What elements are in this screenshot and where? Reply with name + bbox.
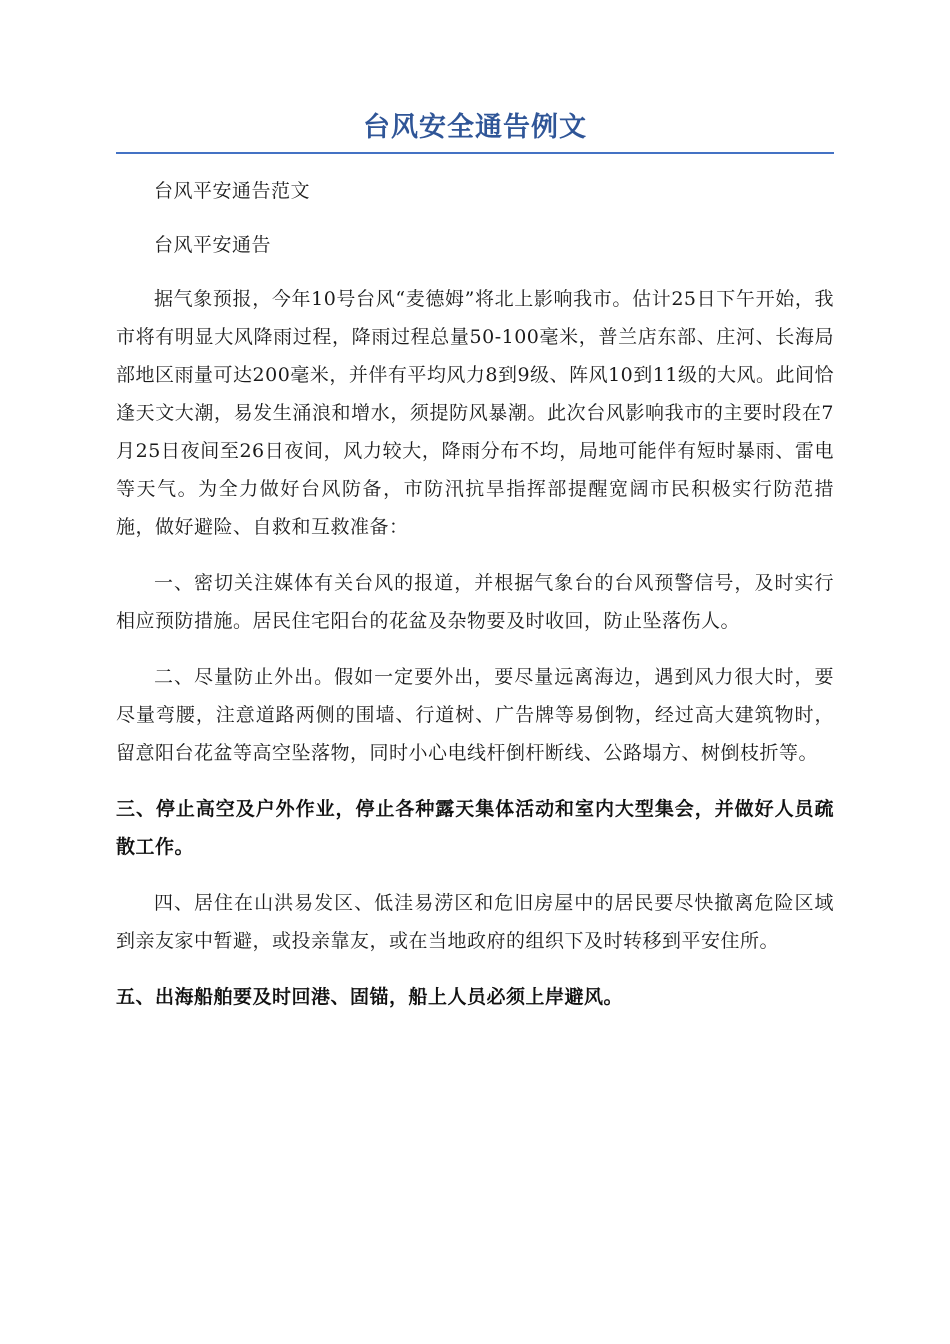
paragraph-intro: 据气象预报，今年10号台风“麦德姆”将北上影响我市。估计25日下午开始，我市将有明显大风降雨过程，降雨过程总量50-100毫米，普兰店东部、庄河、长海局部地区雨量可达200毫米，并伴有平均风力8到9级、阵风10到11级的大风。此间恰逢天文大潮，易发生涌浪和增水，须提防风暴潮。此次台风影响我市的主要时段在7月25日夜间至26日夜间，风力较大，降雨分布不均，局地可能伴有短时暴雨、雷电等天气。为全力做好台风防备，市防汛抗旱指挥部提醒宽阔市民积极实行防范措施，做好避险、自救和互救准备：	[116, 288, 834, 538]
paragraph-item-1: 一、密切关注媒体有关台风的报道，并根据气象台的台风预警信号，及时实行相应预防措施。居民住宅阳台的花盆及杂物要及时收回，防止坠落伤人。	[116, 572, 834, 632]
document-title: 台风安全通告例文	[363, 112, 587, 143]
paragraph-notice-heading: 台风平安通告	[154, 234, 272, 256]
document-page	[116, 108, 834, 1034]
paragraph-item-3: 三、停止高空及户外作业，停止各种露天集体活动和室内大型集会，并做好人员疏散工作。	[116, 798, 834, 858]
paragraph-subtitle: 台风平安通告范文	[154, 180, 311, 202]
paragraph-item-4: 四、居住在山洪易发区、低洼易涝区和危旧房屋中的居民要尽快撤离危险区域到亲友家中暂避，或投亲靠友，或在当地政府的组织下及时转移到平安住所。	[116, 892, 834, 952]
title-underline	[116, 152, 834, 154]
paragraph-item-2: 二、尽量防止外出。假如一定要外出，要尽量远离海边，遇到风力很大时，要尽量弯腰，注意道路两侧的围墙、行道树、广告牌等易倒物，经过高大建筑物时，留意阳台花盆等高空坠落物，同时小心电线杆倒杆断线、公路塌方、树倒枝折等。	[116, 666, 834, 764]
paragraph-item-5: 五、出海船舶要及时回港、固锚，船上人员必须上岸避风。	[116, 986, 624, 1008]
